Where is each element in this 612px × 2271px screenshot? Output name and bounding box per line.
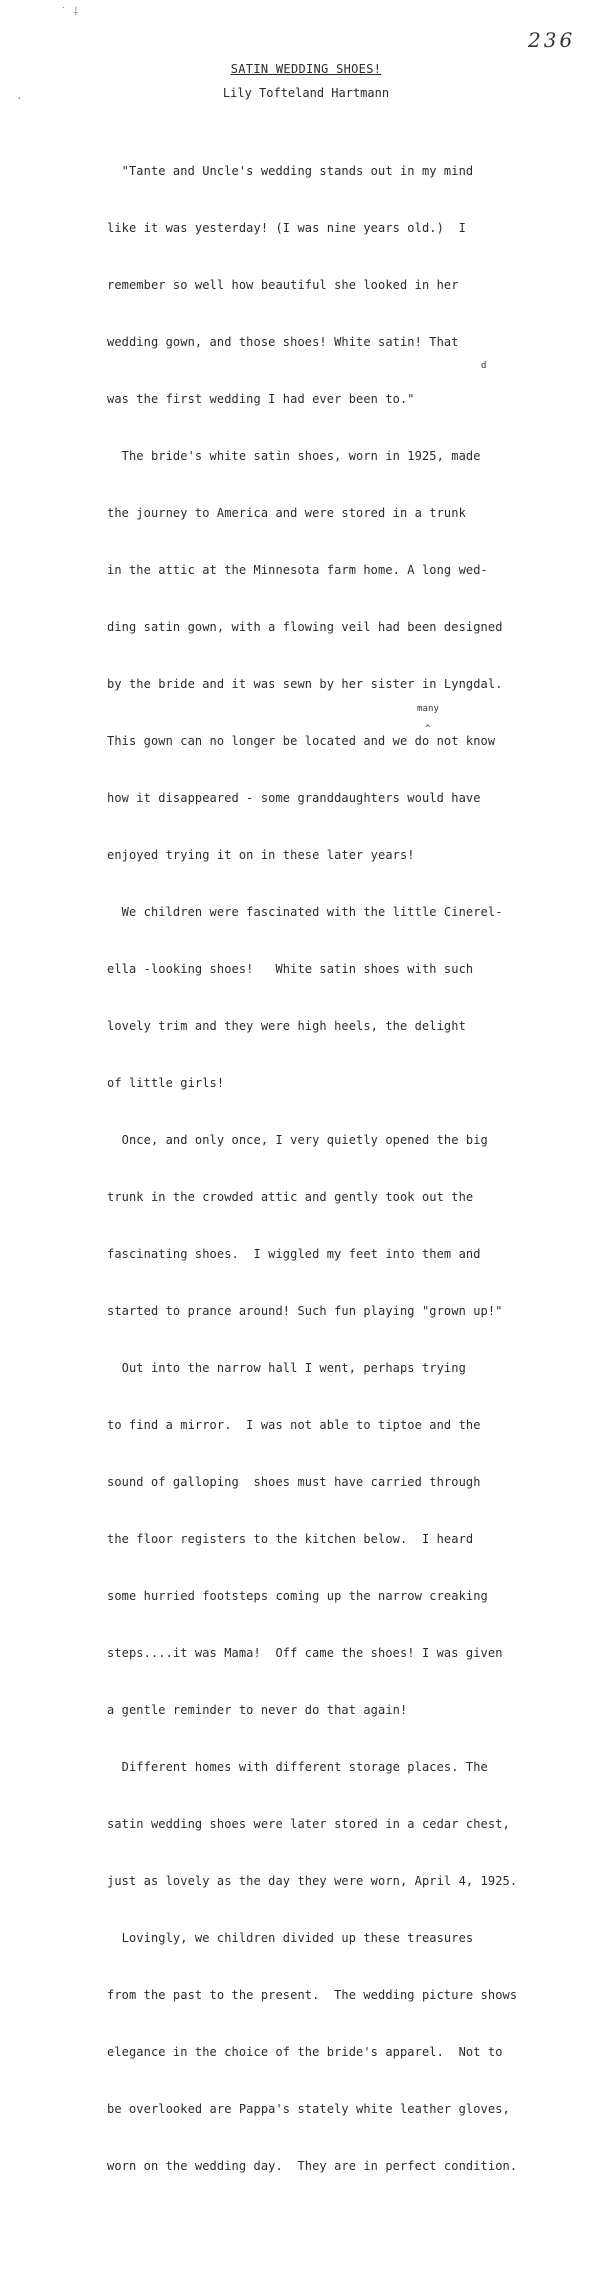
body-line: Once, and only once, I very quietly opened the big [107,1133,488,1147]
body-line: worn on the wedding day. They are in perfect condition. [107,2159,518,2173]
body-line: just as lovely as the day they were worn, April 4, 1925. [107,1874,518,1888]
body-line: started to prance around! Such fun playing "grown up!" [107,1304,503,1318]
body-line: some hurried footsteps coming up the narrow creaking [107,1589,488,1603]
insertion-caret: ^ [425,724,431,734]
body-line: ding satin gown, with a flowing veil had been designed [107,620,503,634]
body-line: wedding gown, and those shoes! White satin! That [107,335,459,349]
body-line: in the attic at the Minnesota farm home. A long wed- [107,563,488,577]
handwritten-insertion: many [417,704,440,714]
body-line: This gown can no longer be located and we do not know [107,734,496,748]
body-line: a gentle reminder to never do that again! [107,1703,408,1717]
body-line: satin wedding shoes were later stored in a cedar chest, [107,1817,510,1831]
body-line: elegance in the choice of the bride's apparel. Not to [107,2045,503,2059]
body-line: remember so well how beautiful she looked in her [107,278,459,292]
body-line: trunk in the crowded attic and gently took out the [107,1190,474,1204]
body-line: the floor registers to the kitchen below. I heard [107,1532,474,1546]
body-line: "Tante and Uncle's wedding stands out in my mind [107,164,474,178]
document-body [107,124,597,2271]
body-line: lovely trim and they were high heels, the delight [107,1019,466,1033]
handwritten-insertion: d [481,361,487,371]
page-number: 236 [528,28,576,52]
body-line: by the bride and it was sewn by her sister in Lyngdal. [107,677,503,691]
body-line: The bride's white satin shoes, worn in 1925, made [107,449,481,463]
author-name: Lily Tofteland Hartmann [222,86,390,100]
body-line: Lovingly, we children divided up these treasures [107,1931,474,1945]
body-line: like it was yesterday! (I was nine years old.) I [107,221,466,235]
scan-mark: ˙ ⸸ [60,5,79,18]
body-line: steps....it was Mama! Off came the shoes! I was given [107,1646,503,1660]
body-line: was the first wedding I had ever been to." [107,392,415,406]
body-line: from the past to the present. The wedding picture shows [107,1988,518,2002]
body-line: fascinating shoes. I wiggled my feet into them and [107,1247,481,1261]
body-line: of little girls! [107,1076,225,1090]
body-line: how it disappeared - some granddaughters would have [107,791,481,805]
body-line: ella -looking shoes! White satin shoes with such [107,962,474,976]
document-title: SATIN WEDDING SHOES! [230,62,382,76]
body-line: sound of galloping shoes must have carried through [107,1475,481,1489]
body-line: enjoyed trying it on in these later years! [107,848,415,862]
body-line: Different homes with different storage places. The [107,1760,488,1774]
body-line: Out into the narrow hall I went, perhaps trying [107,1361,466,1375]
scan-mark: · [16,92,23,105]
body-line: We children were fascinated with the little Cinerel- [107,905,503,919]
body-line: be overlooked are Pappa's stately white leather gloves, [107,2102,510,2116]
body-line: the journey to America and were stored in a trunk [107,506,466,520]
body-line: to find a mirror. I was not able to tiptoe and the [107,1418,481,1432]
